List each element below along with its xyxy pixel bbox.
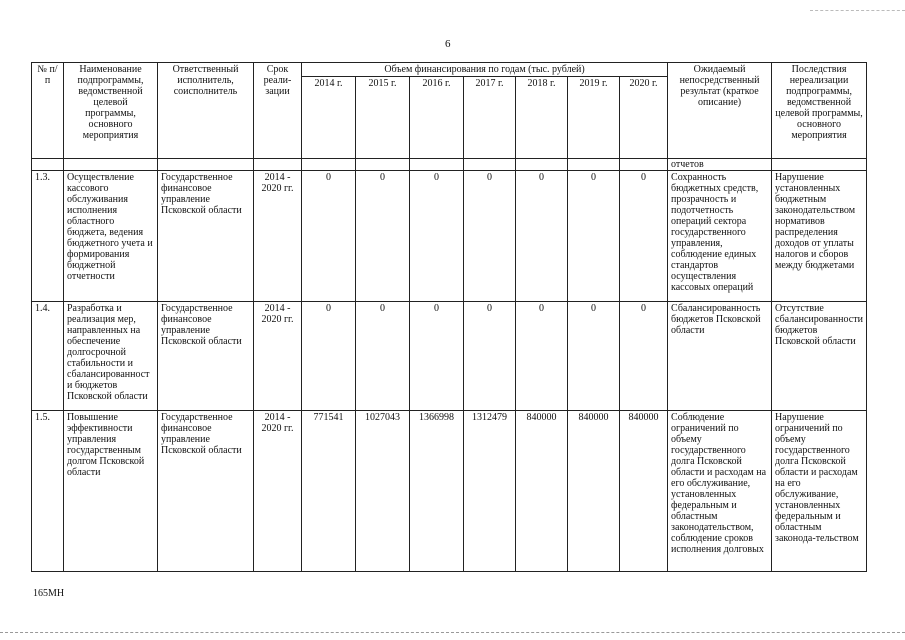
row-name: Разработка и реализация мер, направленных на обеспечение долгосрочной стабильности и сбалансированности бюджетов Псковской области: [64, 302, 158, 411]
row-num: 1.4.: [32, 302, 64, 411]
row-value-2019: 840000: [568, 411, 620, 572]
row-result: Сохранность бюджетных средств, прозрачность и подотчетность операций сектора государственного управления, соблюдение единых стандартов осуществления кассовых операций: [668, 171, 772, 302]
header-funding: Объем финансирования по годам (тыс. рублей): [302, 63, 668, 77]
row-value-2020: 0: [620, 171, 668, 302]
header-result: Ожидаемый непосредственный результат (краткое описание): [668, 63, 772, 159]
header-num: № п/п: [32, 63, 64, 159]
row-value-2020: 840000: [620, 411, 668, 572]
header-term: Срок реали-зации: [254, 63, 302, 159]
header-executor: Ответственный исполнитель, соисполнитель: [158, 63, 254, 159]
header-year: 2014 г.: [302, 77, 356, 159]
row-term: 2014 - 2020 гг.: [254, 171, 302, 302]
row-value-2016: 0: [410, 171, 464, 302]
row-value-2014: 0: [302, 302, 356, 411]
row-value-2018: 0: [516, 171, 568, 302]
header-year: 2018 г.: [516, 77, 568, 159]
scan-artifact-top: [810, 10, 905, 11]
row-value-2017: 0: [464, 171, 516, 302]
header-consequences: Последствия нереализации подпрограммы, ведомственной целевой программы, основного мероприятия: [772, 63, 867, 159]
row-value-2019: 0: [568, 302, 620, 411]
row-value-2018: 0: [516, 302, 568, 411]
row-value-2017: 0: [464, 302, 516, 411]
table-row: [32, 411, 867, 572]
row-value-2016: 1366998: [410, 411, 464, 572]
page-number: 6: [445, 38, 451, 50]
row-value-2016: 0: [410, 302, 464, 411]
header-year: 2015 г.: [356, 77, 410, 159]
row-executor: Государственное финансовое управление Псковской области: [158, 171, 254, 302]
table-row-continuation: [32, 159, 867, 171]
row-value-2015: 0: [356, 302, 410, 411]
row-num: 1.3.: [32, 171, 64, 302]
row-consequences: Нарушение ограничений по объему государственного долга Псковской области и расходам на его обслуживание, установленных федеральным и областным законода-тельством: [772, 411, 867, 572]
row-num: 1.5.: [32, 411, 64, 572]
header-year: 2016 г.: [410, 77, 464, 159]
scan-artifact-bottom: [0, 632, 905, 633]
header-year: 2020 г.: [620, 77, 668, 159]
row-value-2019: 0: [568, 171, 620, 302]
continuation-text: отчетов: [668, 159, 772, 171]
footer-code: 165МН: [33, 588, 65, 599]
row-value-2014: 0: [302, 171, 356, 302]
table-row: [32, 302, 867, 411]
header-year: 2017 г.: [464, 77, 516, 159]
header-name: Наименование подпрограммы, ведомственной целевой программы, основного мероприятия: [64, 63, 158, 159]
header-row: [32, 63, 867, 77]
row-executor: Государственное финансовое управление Псковской области: [158, 411, 254, 572]
table-row: [32, 171, 867, 302]
row-executor: Государственное финансовое управление Псковской области: [158, 302, 254, 411]
row-value-2015: 1027043: [356, 411, 410, 572]
header-year: 2019 г.: [568, 77, 620, 159]
row-value-2018: 840000: [516, 411, 568, 572]
row-consequences: Отсутствие сбалансированности бюджетов Псковской области: [772, 302, 867, 411]
row-term: 2014 - 2020 гг.: [254, 411, 302, 572]
row-result: Сбалансированность бюджетов Псковской области: [668, 302, 772, 411]
funding-table: [31, 62, 867, 572]
row-value-2020: 0: [620, 302, 668, 411]
row-result: Соблюдение ограничений по объему государственного долга Псковской области и расходам на его обслуживание, установленных федеральным и областным законодательством, соблюдение сроков исполнения долговых: [668, 411, 772, 572]
row-value-2014: 771541: [302, 411, 356, 572]
row-value-2017: 1312479: [464, 411, 516, 572]
row-term: 2014 - 2020 гг.: [254, 302, 302, 411]
row-name: Осуществление кассового обслуживания исполнения областного бюджета, ведения бюджетного учета и формирования бюджетной отчетности: [64, 171, 158, 302]
row-name: Повышение эффективности управления государственным долгом Псковской области: [64, 411, 158, 572]
row-value-2015: 0: [356, 171, 410, 302]
row-consequences: Нарушение установленных бюджетным законодательством нормативов распределения доходов от уплаты налогов и сборов между бюджетами: [772, 171, 867, 302]
